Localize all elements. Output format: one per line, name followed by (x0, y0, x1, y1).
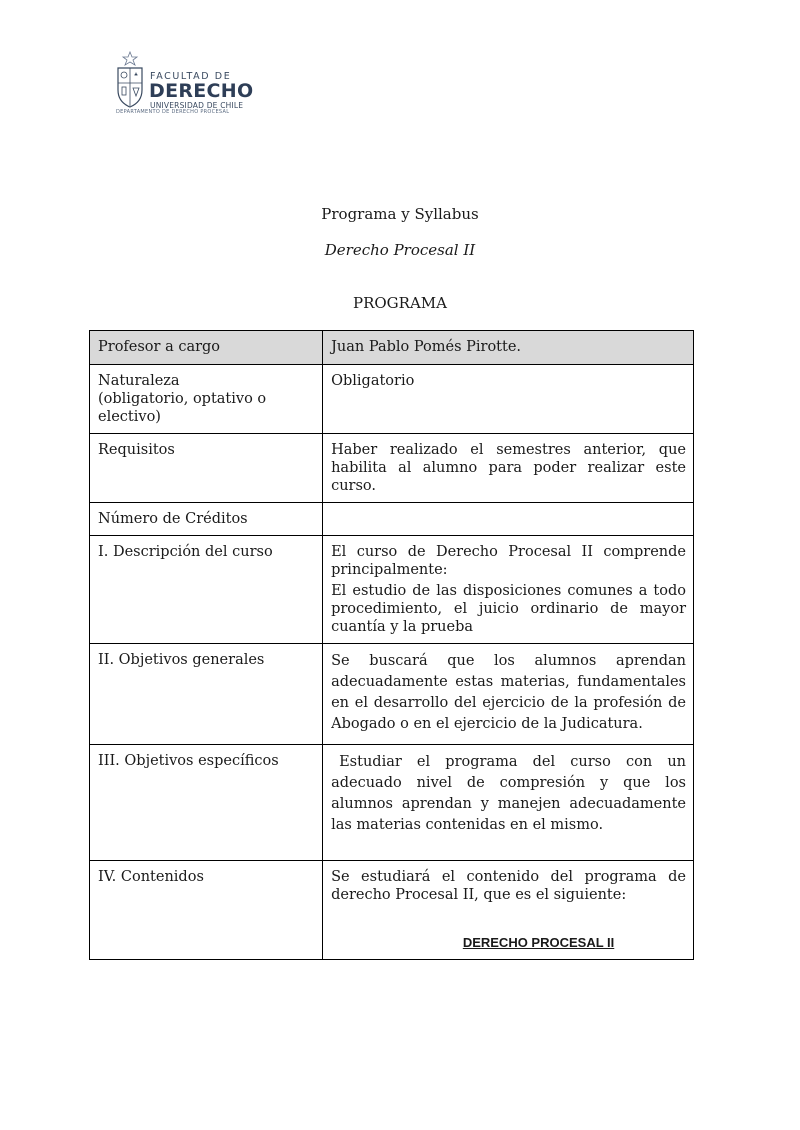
table-row (90, 745, 694, 861)
row-label: Profesor a cargo (90, 331, 323, 365)
table-row (90, 644, 694, 745)
logo-line-faculty: FACULTAD DE (150, 71, 232, 82)
description-paragraph-2: El estudio de las disposiciones comunes a todo procedimiento, el juicio ordinario de mayor cuantía y la prueba (331, 583, 686, 635)
logo-line-department: DEPARTAMENTO DE DERECHO PROCESAL (116, 109, 230, 115)
table-row (90, 861, 694, 960)
row-label-line1: Naturaleza (98, 373, 180, 389)
row-label: II. Objetivos generales (90, 644, 323, 745)
table-row (90, 331, 694, 365)
document-title: Programa y Syllabus (321, 205, 479, 223)
row-value: Juan Pablo Pomés Pirotte. (323, 331, 694, 365)
row-label (90, 365, 323, 434)
table-row (90, 365, 694, 434)
row-label-line2: (obligatorio, optativo o electivo) (98, 391, 267, 425)
row-value (323, 745, 694, 861)
specific-objectives-text: Estudiar el programa del curso con un adecuado nivel de compresión y que los alumnos aprendan y manejen adecuadamente las materias contenidas en el mismo. (331, 754, 686, 833)
row-value: Haber realizado el semestres anterior, que habilita al alumno para poder realizar este curso. (323, 434, 694, 503)
row-label: III. Objetivos específicos (90, 745, 323, 861)
faculty-logo (112, 50, 254, 118)
row-label: Requisitos (90, 434, 323, 503)
row-value (323, 861, 694, 960)
logo-line-derecho: DERECHO (149, 80, 254, 102)
course-name: Derecho Procesal II (324, 241, 476, 259)
table-row (90, 434, 694, 503)
description-paragraph-1: El curso de Derecho Procesal II comprende principalmente: (331, 544, 686, 578)
contents-subheading: DERECHO PROCESAL II (462, 935, 615, 950)
table-row (90, 536, 694, 644)
row-value (323, 536, 694, 644)
program-table (89, 330, 694, 960)
row-label: IV. Contenidos (90, 861, 323, 960)
row-label: Número de Créditos (90, 503, 323, 536)
contents-text: Se estudiará el contenido del programa de derecho Procesal II, que es el siguiente: (331, 869, 686, 903)
row-label: I. Descripción del curso (90, 536, 323, 644)
row-value: Se buscará que los alumnos aprendan adecuadamente estas materias, fundamentales en el desarrollo del ejercicio de la profesión de Abogado o en el ejercicio de la Judicatura. (323, 644, 694, 745)
table-row (90, 503, 694, 536)
row-value: Obligatorio (323, 365, 694, 434)
section-title: PROGRAMA (353, 294, 447, 312)
logo-line-university: UNIVERSIDAD DE CHILE (150, 101, 244, 110)
university-shield-icon (112, 50, 148, 110)
row-value (323, 503, 694, 536)
